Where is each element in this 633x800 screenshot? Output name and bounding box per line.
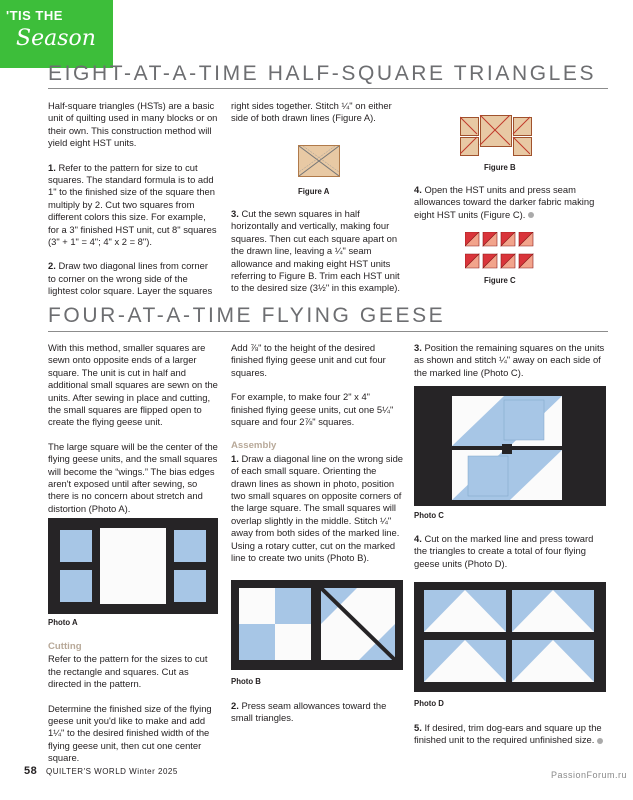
figure-a-diagonals [299,146,339,176]
geese-step-4-block [414,533,606,582]
geese-example-text: For example, to make four 2" x 4" finished flying geese units, cut one 5¼" square and four 2⅞" squares. [231,391,394,428]
figure-b-caption: Figure B [484,163,516,172]
figure-b-lines [460,115,530,157]
badge-line1: 'TIS THE [6,8,63,23]
geese-size-text: Determine the finished size of the flying geese unit you'd like to make and add 1¼" to the desired finished width of the flying geese unit, then cut one center square. [48,702,212,764]
large-square [100,528,166,604]
geese-wings: The large square will be the center of the flying geese units, and the small squares will become the “wings.” The bias edges aren't exposed until after sewing, so there is no concern about stretch and distortion (Photo A). [48,440,218,514]
hst-step-2-cont: right sides together. Stitch ¼" on either side of both drawn lines (Figure A). [231,100,392,124]
hst-column-2 [231,100,401,137]
hst-step-4: 4. Open the HST units and press seam allowances toward the darker fabric making eight HST units (Figure C). [414,184,595,220]
small-square [60,530,92,562]
heading-rule [48,88,608,89]
geese-column-3 [414,342,606,391]
hst-step-4-block [414,184,604,233]
geese-cutting-block [45,641,220,777]
figure-a-square [298,145,340,177]
figure-c-grid [465,232,535,270]
hst-step-3-block [231,208,406,307]
geese-column-1 [48,342,220,527]
section-heading-hst: EIGHT-AT-A-TIME HALF-SQUARE TRIANGLES [48,62,597,85]
figure-c-hst-units [465,232,535,270]
end-mark-icon [597,738,603,744]
issue-label: Winter 2025 [129,767,178,776]
photo-c-caption: Photo C [414,511,444,520]
magazine-name: QUILTER'S WORLD [45,767,127,776]
photo-d-units [414,582,606,692]
hst-intro: Half-square triangles (HSTs) are a basic unit of quilting used in many blocks or on their own. This construction method will yield eight HST units. [48,100,218,149]
photo-c-units [414,386,606,506]
page-footer [24,765,178,777]
geese-step-3: 3. Position the remaining squares on the units as shown and stitch ¼" away on each side of the marked line (Photo C). [414,342,605,378]
geese-step-4: 4. Cut on the marked line and press toward the triangles to create a total of four flying geese units (Photo D). [414,533,594,569]
hst-step-2: 2. Draw two diagonal lines from corner to corner on the wrong side of the lightest color square. Layer the squares [48,260,213,297]
geese-height-text: Add ⅞" to the height of the desired finished flying geese unit and cut four squares. [231,342,386,378]
heading-rule [48,331,608,332]
photo-c [414,386,606,506]
photo-a [48,518,218,614]
figure-b-hst-units [460,115,530,157]
small-square [174,570,206,602]
photo-b-caption: Photo B [231,677,261,686]
geese-column-2 [231,342,403,577]
cutting-subheading: Cutting [48,641,82,652]
badge-line2: Season [16,26,96,51]
photo-d-caption: Photo D [414,699,444,708]
geese-step-5-block [414,722,606,759]
geese-step-2-block [231,700,403,737]
hst-column-1 [48,100,218,310]
section-heading-flying-geese: FOUR-AT-A-TIME FLYING GEESE [48,304,446,327]
hst-step-1: 1. Refer to the pattern for size to cut squares. The standard formula is to add 1" to the finished size of the square then multiply by 2. Cut two squares from different colors this size. For example, for a 3" finished HST unit, cut 8" squares (3" + 1" = 4"; 4" x 2 = 8"). [48,161,217,248]
section-badge [0,0,113,68]
assembly-subheading: Assembly [231,440,277,452]
small-square [174,530,206,562]
watermark: PassionForum.ru [550,770,627,780]
photo-a-caption: Photo A [48,618,78,627]
photo-b-units [231,580,403,670]
figure-c-caption: Figure C [484,276,516,285]
photo-b [231,580,403,670]
geese-step-1: 1. Draw a diagonal line on the wrong side of each small square. Orienting the drawn lines as shown in photo, position two small squares on opposite corners of the large square. The small squares will overlap slightly in the middle. Stitch ¼" away from both sides of the marked line. Using a rotary cutter, cut on the marked line to create two units (Photo B). [231,452,403,564]
end-mark-icon [528,212,534,218]
geese-step-2: 2. Press seam allowances toward the small triangles. [231,700,387,724]
photo-d [414,582,606,692]
figure-a-caption: Figure A [298,187,330,196]
small-square [60,570,92,602]
geese-step-5: 5. If desired, trim dog-ears and square up the finished unit to the required unfinished size. [414,722,602,746]
page-number: 58 [24,765,38,777]
geese-intro: With this method, smaller squares are sewn onto opposite ends of a larger square. The unit is cut in half and additional small squares are sewn on the units. After sewing in place and cutting, the small squares are flipped open to create the flying geese unit. [48,342,218,428]
hst-step-3: 3. Cut the sewn squares in half horizontally and vertically, making four squares. Then cut each square apart on the drawn line, leaving a ¼" seam allowance and making eight HST units referring to Figure B. Trim each HST unit to the desired size (3½" in this example). [231,208,401,294]
cutting-text: Refer to the pattern for the sizes to cut the rectangle and squares. Cut as directed in the pattern. [48,653,208,690]
